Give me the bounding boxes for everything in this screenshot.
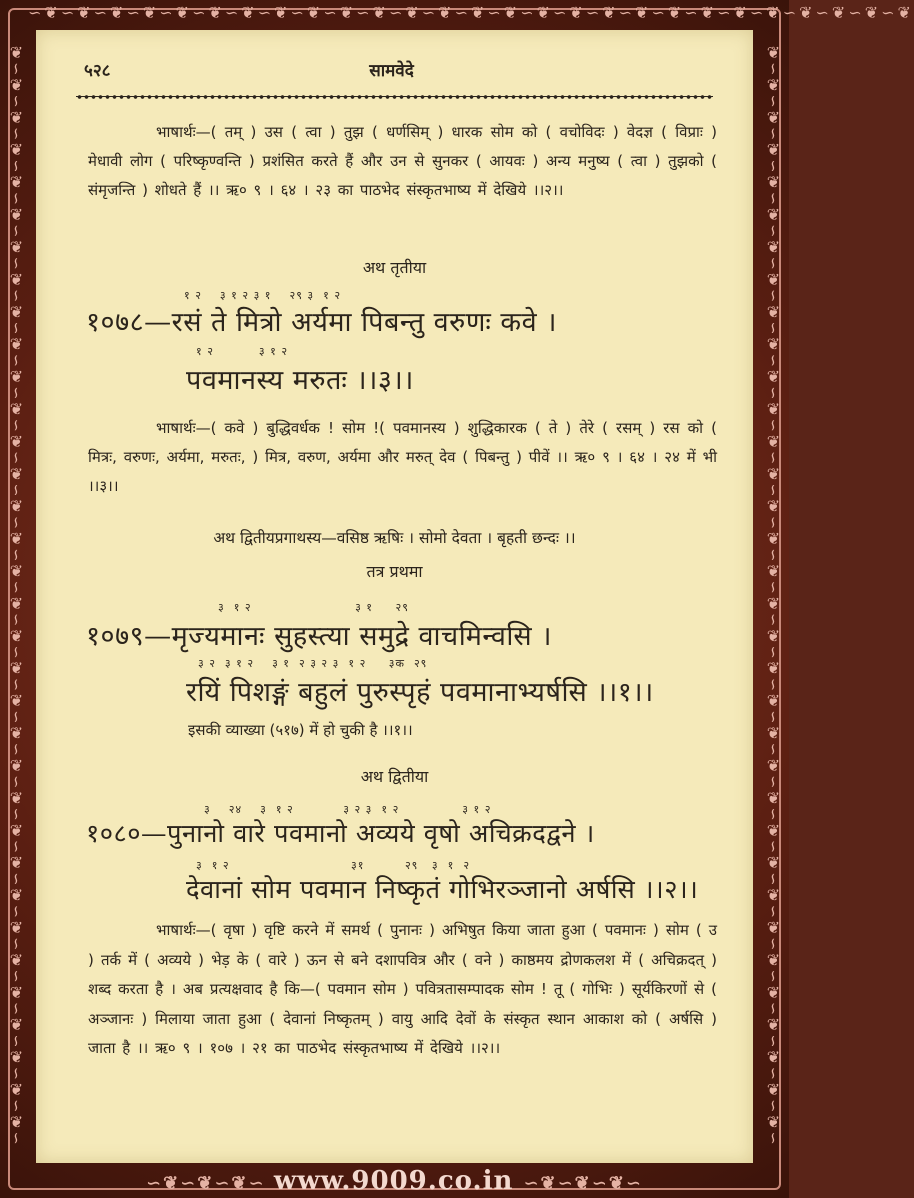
- heading-atha-tritiya: अथ तृतीया: [362, 258, 427, 277]
- svara-marks-1078-line2: १ २ ३ १ २: [196, 345, 289, 358]
- svara-marks-1079-line2: ३ २ ३ १ २ ३ १ २ ३ २ ३ १ २ ३क २९: [198, 657, 428, 670]
- verse-1080-line2: देवानां सोम पवमान निष्कृतं गोभिरञ्जानो अर्षसि ।।२।।: [186, 875, 699, 905]
- site-footer: [0, 1166, 789, 1196]
- footer-site-link[interactable]: www.9009.co.in: [273, 1166, 514, 1196]
- bhasharth-paragraph-1: भाषार्थः—( तम् ) उस ( त्वा ) तुझ ( धर्णसिम् ) धारक सोम को ( वचोविदः ) वेदज्ञ ( विप्राः ) मेधावी लोग ( परिष्कृण्वन्ति ) प्रशंसित करते हैं और उन से सुनकर ( आयवः ) अन्य मनुष्य ( त्वा ) तुझको ( संमृजन्ति ) शोधते हैं ।। ऋ० ९ । ६४ । २३ का पाठभेद संस्कृतभाष्य में देखिये ।।२।।: [88, 123, 717, 199]
- verse-1079-line1: १०७९—मृज्यमानः सुहस्त्या समुद्रे वाचमिन्वसि ।: [86, 621, 552, 652]
- header-divider: [76, 92, 713, 102]
- frame-swirl-top: ∽❦∽❦∽❦∽❦∽❦∽❦∽❦∽❦∽❦∽❦∽❦∽❦∽❦∽❦∽❦∽❦∽❦∽❦∽❦∽❦∽❦∽❦∽❦∽❦∽❦∽❦∽❦: [28, 3, 914, 22]
- bhasharth-paragraph-2: भाषार्थः—( कवे ) बुद्धिवर्धक ! सोम !( पवमानस्य ) शुद्धिकारक ( ते ) तेरे ( रसम् ) रस को ( मित्रः, वरुणः, अर्यमा, मरुतः, ) मित्र, वरुण, अर्यमा और मरुत् देव ( पिबन्तु ) पीवें ।। ऋ० ९ । ६४ । २४ में भी ।।३।।: [88, 419, 717, 495]
- svara-marks-1078-line1: १ २ ३ १ २ ३ १ २९ ३ १ २: [184, 289, 342, 302]
- verse-1080-line1: १०८०—पुनानो वारे पवमानो अव्यये वृषो अचिक्रदद्वने ।: [86, 819, 595, 849]
- svara-marks-1080-line2: ३ १ २ ३१ २९ ३ १ २: [196, 859, 471, 872]
- page-header: [74, 54, 709, 84]
- verse-1079-line2: रयिं पिशङ्गं बहुलं पुरुस्पृहं पवमानाभ्यर्षसि ।।१।।: [186, 677, 654, 708]
- verse-1078-line1: १०७८—रसं ते मित्रो अर्यमा पिबन्तु वरुणः कवे ।: [86, 307, 557, 338]
- verse-1078-line2: पवमानस्य मरुतः ।।३।।: [186, 365, 414, 396]
- frame-swirl-left: ❦∽❦∽❦∽❦∽❦∽❦∽❦∽❦∽❦∽❦∽❦∽❦∽❦∽❦∽❦∽❦∽❦∽❦∽❦∽❦∽❦∽❦∽❦∽❦∽❦∽❦∽❦∽❦∽❦∽❦∽❦∽❦∽❦∽❦∽: [7, 43, 26, 1145]
- footer-swirl-right: ∽❦∽❦∽❦∽: [523, 1173, 644, 1194]
- frame-swirl-right: ❦∽❦∽❦∽❦∽❦∽❦∽❦∽❦∽❦∽❦∽❦∽❦∽❦∽❦∽❦∽❦∽❦∽❦∽❦∽❦∽❦∽❦∽❦∽❦∽❦∽❦∽❦∽❦∽❦∽❦∽❦∽❦∽❦∽❦∽: [764, 43, 783, 1145]
- pragatha-info: अथ द्वितीयप्रगाथस्य—वसिष्ठ ऋषिः । सोमो देवता । बृहती छन्दः ।।: [213, 529, 576, 547]
- book-page: [36, 30, 753, 1163]
- svara-marks-1079-line1: ३ १ २ ३ १ २९: [218, 601, 409, 614]
- svara-marks-1080-line1: ३ २४ ३ १ २ ३ २ ३ १ २ ३ १ २: [204, 803, 492, 816]
- page-title: सामवेदे: [369, 61, 414, 81]
- footer-swirl-left: ∽❦∽❦∽❦∽: [145, 1173, 274, 1194]
- note-1079: इसकी व्याख्या (५१७) में हो चुकी है ।।१।।: [188, 721, 413, 739]
- heading-atha-dvitiya: अथ द्वितीया: [360, 767, 429, 786]
- bhasharth-paragraph-3: भाषार्थः—( वृषा ) वृष्टि करने में समर्थ ( पुनानः ) अभिषुत किया जाता हुआ ( पवमानः ) सोम ( उ ) तर्क में ( अव्यये ) भेड़ के ( वारे ) ऊन से बने दशापवित्र और ( वने ) काष्ठमय द्रोणकलश में ( अचिक्रदत् ) शब्द करता है । अब प्रत्यक्षवाद है कि—( पवमान सोम ) पवित्रतासम्पादक सोम ! तू ( गोभिः ) सूर्यकिरणों से ( अञ्जानः ) मिलाया जाता हुआ ( देवानां निष्कृतम् ) वायु आदि देवों के संस्कृत स्थान आकाश को ( अर्षसि ) जाता है ।। ऋ० ९ । १०७ । २१ का पाठभेद संस्कृतभाष्य में देखिये ।।२।।: [88, 921, 717, 1057]
- heading-tatra-prathama: तत्र प्रथमा: [366, 562, 423, 581]
- page-number: ५२८: [84, 61, 111, 81]
